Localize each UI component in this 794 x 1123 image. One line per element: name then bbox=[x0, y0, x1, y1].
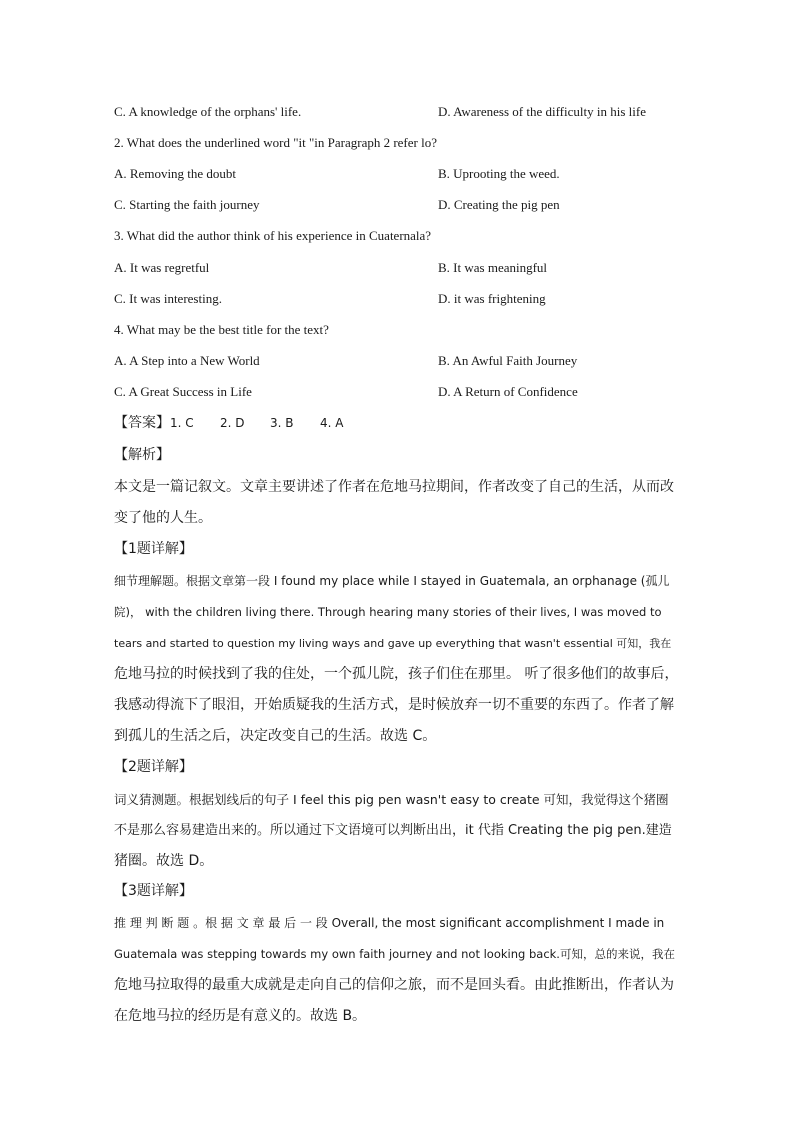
detail1-line-3: tears and started to question my living ways and gave up everything that wasn't essential 可知，我在 bbox=[114, 637, 672, 650]
detail3-label: 【3题详解】 bbox=[114, 883, 193, 899]
answer-values bbox=[170, 416, 343, 430]
detail1-label: 【1题详解】 bbox=[114, 541, 193, 557]
detail2-text bbox=[114, 784, 682, 877]
detail3-text bbox=[114, 908, 682, 1032]
answer-item-4: 4. A bbox=[320, 416, 344, 430]
analysis-label: 【解析】 bbox=[114, 447, 170, 463]
detail3-line-2: Guatemala was stepping towards my own faith journey and not looking back.可知，总的来说，我在 bbox=[114, 947, 675, 961]
detail2-line-2: 不是那么容易建造出来的。所以通过下文语境可以判断出出，it 代指 Creating the pig pen.建造 bbox=[114, 823, 672, 838]
detail2-line-1: 词义猜测题。根据划线后的句子 I feel this pig pen wasn't easy to create 可知，我觉得这个猪圈 bbox=[114, 792, 669, 807]
detail2-label: 【2题详解】 bbox=[114, 759, 193, 775]
q3-option-d: D. it was frightening bbox=[438, 291, 546, 306]
q2-option-b: B. Uprooting the weed. bbox=[438, 166, 560, 181]
detail1-line-5: 我感动得流下了眼泪，开始质疑我的生活方式，是时候放弃一切不重要的东西了。作者了解 bbox=[114, 697, 674, 713]
answer-item-3: 3. B bbox=[270, 416, 294, 430]
analysis-summary bbox=[114, 472, 682, 534]
answer-label: 【答案】 bbox=[114, 415, 170, 431]
q3-option-b: B. It was meaningful bbox=[438, 260, 548, 275]
analysis-line-2: 变了他的人生。 bbox=[114, 510, 212, 526]
q4-option-b: B. An Awful Faith Journey bbox=[438, 353, 578, 368]
analysis-line-1: 本文是一篇记叙文。文章主要讲述了作者在危地马拉期间，作者改变了自己的生活，从而改 bbox=[114, 479, 674, 495]
detail1-line-6: 到孤儿的生活之后，决定改变自己的生活。故选 C。 bbox=[114, 728, 437, 744]
q4-question: 4. What may be the best title for the text? bbox=[114, 322, 329, 337]
q2-option-c: C. Starting the faith journey bbox=[114, 197, 260, 212]
answer-item-2: 2. D bbox=[220, 416, 245, 430]
q4-option-d: D. A Return of Confidence bbox=[438, 384, 578, 399]
detail3-line-3: 危地马拉取得的最重大成就是走向自己的信仰之旅，而不是回头看。由此推断出，作者认为 bbox=[114, 977, 674, 993]
q3-option-c: C. It was interesting. bbox=[114, 291, 222, 306]
detail2-line-3: 猪圈。故选 D。 bbox=[114, 853, 214, 869]
detail1-line-1: 细节理解题。根据文章第一段 I found my place while I stayed in Guatemala, an orphanage (孤儿 bbox=[114, 574, 670, 588]
answer-line bbox=[114, 414, 343, 432]
detail1-text bbox=[114, 566, 682, 752]
q2-question: 2. What does the underlined word "it "in Paragraph 2 refer lo? bbox=[114, 135, 437, 150]
detail3-line-4: 在危地马拉的经历是有意义的。故选 B。 bbox=[114, 1008, 367, 1024]
detail3-line-1: 推 理 判 断 题 。根 据 文 章 最 后 一 段 Overall, the most significant accomplishment I made in bbox=[114, 916, 665, 930]
q3-option-a: A. It was regretful bbox=[114, 260, 210, 275]
q1-option-d: D. Awareness of the difficulty in his life bbox=[438, 104, 646, 119]
q2-option-d: D. Creating the pig pen bbox=[438, 197, 560, 212]
q1-option-c: C. A knowledge of the orphans' life. bbox=[114, 104, 302, 119]
q4-option-c: C. A Great Success in Life bbox=[114, 384, 252, 399]
q2-option-a: A. Removing the doubt bbox=[114, 166, 237, 181]
detail1-line-2: 院)， with the children living there. Through hearing many stories of their lives, I was moved to bbox=[114, 605, 662, 619]
answer-item-1: 1. C bbox=[170, 416, 194, 430]
q3-question: 3. What did the author think of his experience in Cuaternala? bbox=[114, 228, 432, 243]
detail1-line-4: 危地马拉的时候找到了我的住处，一个孤儿院，孩子们住在那里。 听了很多他们的故事后， bbox=[114, 666, 679, 682]
q4-option-a: A. A Step into a New World bbox=[114, 353, 260, 368]
